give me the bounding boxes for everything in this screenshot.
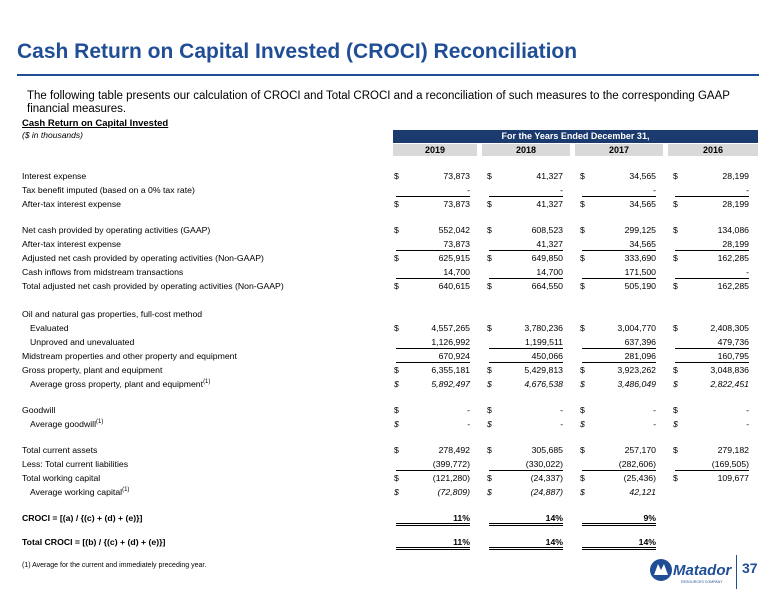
currency-symbol: $ xyxy=(394,171,399,181)
row-label xyxy=(30,336,134,348)
cell-value: 14% xyxy=(545,537,563,547)
cell-value: 14,700 xyxy=(536,267,563,277)
currency-symbol: $ xyxy=(580,419,585,429)
cell-value: 9% xyxy=(643,513,656,523)
cell-value: 73,873 xyxy=(443,171,470,181)
table-row xyxy=(0,266,776,278)
currency-symbol: $ xyxy=(394,487,399,497)
cell-value: 279,182 xyxy=(717,445,749,455)
logo-tagline: RESOURCES COMPANY xyxy=(681,580,723,584)
table-row xyxy=(0,458,776,470)
row-label-text: Average working capital xyxy=(30,487,123,497)
table-row xyxy=(0,308,776,320)
row-label xyxy=(30,418,103,430)
table-subtitle: ($ in thousands) xyxy=(22,130,83,140)
row-label-text: Less: Total current liabilities xyxy=(22,459,129,469)
total-double-rule xyxy=(582,523,656,526)
cell-value: 41,327 xyxy=(536,171,563,181)
cell-value: 664,550 xyxy=(531,281,563,291)
cell-value: 2,408,305 xyxy=(710,323,749,333)
table-row xyxy=(0,238,776,250)
cell-value: 670,924 xyxy=(438,351,470,361)
currency-symbol: $ xyxy=(673,365,678,375)
cell-value: 34,565 xyxy=(629,199,656,209)
cell-value: 4,676,538 xyxy=(524,379,563,389)
cell-value: - xyxy=(746,419,749,429)
total-double-rule xyxy=(582,547,656,550)
subtotal-rule xyxy=(396,278,470,279)
row-label xyxy=(22,238,121,250)
cell-value: 3,486,049 xyxy=(617,379,656,389)
cell-value: - xyxy=(467,405,470,415)
cell-value: 41,327 xyxy=(536,199,563,209)
cell-value: 640,615 xyxy=(438,281,470,291)
subtotal-rule xyxy=(675,250,749,251)
currency-symbol: $ xyxy=(580,199,585,209)
currency-symbol: $ xyxy=(394,281,399,291)
year-header-2019: 2019 xyxy=(393,144,477,156)
currency-symbol: $ xyxy=(580,281,585,291)
cell-value: 14% xyxy=(545,513,563,523)
cell-value: 162,285 xyxy=(717,253,749,263)
table-row xyxy=(0,252,776,264)
cell-value: 3,004,770 xyxy=(617,323,656,333)
currency-symbol: $ xyxy=(673,253,678,263)
year-header-2018: 2018 xyxy=(482,144,570,156)
cell-value: - xyxy=(467,185,470,195)
row-label-text: Total CROCI = [(b) / {(c) + (d) + (e)}] xyxy=(22,537,166,547)
row-label xyxy=(22,444,97,456)
row-label xyxy=(22,252,264,264)
row-label-text: Evaluated xyxy=(30,323,69,333)
page-title: Cash Return on Capital Invested (CROCI) Reconciliation xyxy=(17,40,578,63)
row-label-text: Average gross property, plant and equipment xyxy=(30,379,204,389)
period-header: For the Years Ended December 31, xyxy=(393,130,758,143)
cell-value: 6,355,181 xyxy=(431,365,470,375)
row-label-text: Total adjusted net cash provided by operating activities (Non-GAAP) xyxy=(22,281,284,291)
cell-value: 14,700 xyxy=(443,267,470,277)
cell-value: 505,190 xyxy=(624,281,656,291)
currency-symbol: $ xyxy=(580,323,585,333)
currency-symbol: $ xyxy=(673,281,678,291)
year-header-2016: 2016 xyxy=(668,144,758,156)
currency-symbol: $ xyxy=(673,323,678,333)
cell-value: 5,892,497 xyxy=(431,379,470,389)
cell-value: - xyxy=(653,419,656,429)
currency-symbol: $ xyxy=(673,445,678,455)
currency-symbol: $ xyxy=(394,473,399,483)
row-label xyxy=(22,224,210,236)
subtotal-rule xyxy=(489,362,563,363)
cell-value: 34,565 xyxy=(629,239,656,249)
currency-symbol: $ xyxy=(487,171,492,181)
cell-value: (169,505) xyxy=(711,459,749,469)
cell-value: 162,285 xyxy=(717,281,749,291)
currency-symbol: $ xyxy=(394,365,399,375)
currency-symbol: $ xyxy=(487,445,492,455)
row-label xyxy=(22,472,100,484)
row-label-text: CROCI = [(a) / {(c) + (d) + (e)}] xyxy=(22,513,143,523)
cell-value: (282,606) xyxy=(618,459,656,469)
subtotal-rule xyxy=(675,470,749,471)
cell-value: 28,199 xyxy=(722,239,749,249)
cell-value: 109,677 xyxy=(717,473,749,483)
cell-value: 3,780,236 xyxy=(524,323,563,333)
cell-value: 11% xyxy=(453,513,470,523)
table-row xyxy=(0,280,776,292)
currency-symbol: $ xyxy=(673,171,678,181)
table-row xyxy=(0,418,776,430)
currency-symbol: $ xyxy=(394,253,399,263)
row-label-text: Total current assets xyxy=(22,445,98,455)
currency-symbol: $ xyxy=(487,487,492,497)
row-label-text: Total working capital xyxy=(22,473,101,483)
page-number-rule xyxy=(736,555,737,589)
cell-value: - xyxy=(653,405,656,415)
row-label xyxy=(30,378,210,390)
currency-symbol: $ xyxy=(487,199,492,209)
currency-symbol: $ xyxy=(580,473,585,483)
cell-value: - xyxy=(560,405,563,415)
logo-text: Matador xyxy=(673,562,732,579)
subtotal-rule xyxy=(675,196,749,197)
currency-symbol: $ xyxy=(487,473,492,483)
cell-value: 42,121 xyxy=(629,487,656,497)
subtotal-rule xyxy=(489,348,563,349)
currency-symbol: $ xyxy=(580,379,585,389)
row-label xyxy=(22,170,86,182)
row-label-text: Interest expense xyxy=(22,171,87,181)
matador-logo xyxy=(650,555,734,587)
cell-value: 281,096 xyxy=(624,351,656,361)
row-label xyxy=(22,308,202,320)
subtotal-rule xyxy=(489,278,563,279)
row-label xyxy=(22,198,121,210)
table-row xyxy=(0,378,776,390)
subtotal-rule xyxy=(396,362,470,363)
cell-value: - xyxy=(746,267,749,277)
cell-value: (24,887) xyxy=(530,487,563,497)
currency-symbol: $ xyxy=(487,253,492,263)
footnote-marker: (1) xyxy=(122,487,130,494)
title-rule xyxy=(17,74,759,76)
row-label-text: Gross property, plant and equipment xyxy=(22,365,163,375)
total-double-rule xyxy=(489,523,563,526)
cell-value: 625,915 xyxy=(438,253,470,263)
cell-value: 5,429,813 xyxy=(524,365,563,375)
cell-value: 479,736 xyxy=(717,337,749,347)
row-label xyxy=(22,350,237,362)
cell-value: - xyxy=(653,185,656,195)
currency-symbol: $ xyxy=(673,379,678,389)
subtotal-rule xyxy=(489,250,563,251)
row-label-text: Net cash provided by operating activities (GAAP) xyxy=(22,225,211,235)
row-label-text: Oil and natural gas properties, full-cost method xyxy=(22,309,203,319)
currency-symbol: $ xyxy=(673,199,678,209)
cell-value: 608,523 xyxy=(531,225,563,235)
table-row xyxy=(0,404,776,416)
row-label-text: Adjusted net cash provided by operating activities (Non-GAAP) xyxy=(22,253,264,263)
currency-symbol: $ xyxy=(580,225,585,235)
subtotal-rule xyxy=(489,470,563,471)
currency-symbol: $ xyxy=(394,225,399,235)
currency-symbol: $ xyxy=(487,365,492,375)
currency-symbol: $ xyxy=(487,379,492,389)
cell-value: (24,337) xyxy=(530,473,563,483)
currency-symbol: $ xyxy=(673,419,678,429)
currency-symbol: $ xyxy=(580,445,585,455)
row-label xyxy=(22,404,55,416)
currency-symbol: $ xyxy=(673,225,678,235)
cell-value: 278,492 xyxy=(438,445,470,455)
row-label xyxy=(30,486,129,498)
cell-value: 3,048,836 xyxy=(710,365,749,375)
currency-symbol: $ xyxy=(580,405,585,415)
cell-value: 299,125 xyxy=(624,225,656,235)
cell-value: 2,822,451 xyxy=(710,379,749,389)
cell-value: 637,396 xyxy=(624,337,656,347)
row-label xyxy=(30,322,69,334)
total-double-rule xyxy=(396,547,470,550)
currency-symbol: $ xyxy=(487,419,492,429)
row-label xyxy=(22,364,162,376)
table-row xyxy=(0,444,776,456)
subtotal-rule xyxy=(582,278,656,279)
cell-value: 3,923,262 xyxy=(617,365,656,375)
total-double-rule xyxy=(489,547,563,550)
subtotal-rule xyxy=(675,362,749,363)
currency-symbol: $ xyxy=(394,419,399,429)
subtotal-rule xyxy=(396,348,470,349)
cell-value: 4,557,265 xyxy=(431,323,470,333)
currency-symbol: $ xyxy=(487,281,492,291)
subtotal-rule xyxy=(675,348,749,349)
cell-value: - xyxy=(746,185,749,195)
subtotal-rule xyxy=(582,348,656,349)
table-row xyxy=(0,512,776,524)
cell-value: 41,327 xyxy=(536,239,563,249)
currency-symbol: $ xyxy=(580,171,585,181)
currency-symbol: $ xyxy=(394,405,399,415)
table-row xyxy=(0,224,776,236)
currency-symbol: $ xyxy=(394,323,399,333)
table-row xyxy=(0,486,776,498)
table-row xyxy=(0,536,776,548)
cell-value: 160,795 xyxy=(717,351,749,361)
subtotal-rule xyxy=(396,250,470,251)
cell-value: 1,199,511 xyxy=(524,337,563,347)
currency-symbol: $ xyxy=(673,473,678,483)
cell-value: (25,436) xyxy=(623,473,656,483)
cell-value: 28,199 xyxy=(722,171,749,181)
table-row xyxy=(0,184,776,196)
table-row xyxy=(0,170,776,182)
footnote-marker: (1) xyxy=(96,419,104,426)
subtotal-rule xyxy=(582,250,656,251)
currency-symbol: $ xyxy=(673,405,678,415)
row-label-text: Cash inflows from midstream transactions xyxy=(22,267,184,277)
subtotal-rule xyxy=(489,196,563,197)
row-label-text: Tax benefit imputed (based on a 0% tax rate) xyxy=(22,185,195,195)
currency-symbol: $ xyxy=(580,365,585,375)
subtotal-rule xyxy=(582,196,656,197)
currency-symbol: $ xyxy=(394,445,399,455)
currency-symbol: $ xyxy=(394,199,399,209)
subtotal-rule xyxy=(582,470,656,471)
cell-value: - xyxy=(560,419,563,429)
subtotal-rule xyxy=(396,196,470,197)
cell-value: 450,066 xyxy=(531,351,563,361)
table-title: Cash Return on Capital Invested xyxy=(22,118,169,129)
currency-symbol: $ xyxy=(487,323,492,333)
table-row xyxy=(0,350,776,362)
cell-value: - xyxy=(746,405,749,415)
row-label-text: After-tax interest expense xyxy=(22,199,121,209)
cell-value: (330,022) xyxy=(525,459,563,469)
year-header-2017: 2017 xyxy=(575,144,663,156)
row-label-text: Goodwill xyxy=(22,405,56,415)
footnote-marker: (1) xyxy=(203,379,211,386)
currency-symbol: $ xyxy=(580,487,585,497)
cell-value: (399,772) xyxy=(432,459,470,469)
row-label-text: Midstream properties and other property and equipment xyxy=(22,351,237,361)
table-row xyxy=(0,322,776,334)
row-label-text: Unproved and unevaluated xyxy=(30,337,135,347)
row-label-text: After-tax interest expense xyxy=(22,239,121,249)
cell-value: 1,126,992 xyxy=(431,337,470,347)
cell-value: 333,690 xyxy=(624,253,656,263)
cell-value: 649,850 xyxy=(531,253,563,263)
subtotal-rule xyxy=(675,278,749,279)
cell-value: 257,170 xyxy=(624,445,656,455)
cell-value: 28,199 xyxy=(722,199,749,209)
row-label xyxy=(22,512,142,524)
cell-value: - xyxy=(560,185,563,195)
row-label xyxy=(22,280,284,292)
cell-value: 171,500 xyxy=(624,267,656,277)
cell-value: 14% xyxy=(638,537,656,547)
page-number: 37 xyxy=(742,560,758,576)
cell-value: 305,685 xyxy=(531,445,563,455)
cell-value: 73,873 xyxy=(443,199,470,209)
table-row xyxy=(0,472,776,484)
row-label xyxy=(22,184,195,196)
currency-symbol: $ xyxy=(394,379,399,389)
currency-symbol: $ xyxy=(580,253,585,263)
cell-value: 73,873 xyxy=(443,239,470,249)
cell-value: (72,809) xyxy=(437,487,470,497)
row-label-text: Average goodwill xyxy=(30,419,97,429)
footnote: (1) Average for the current and immediately preceding year. xyxy=(22,562,207,569)
subtotal-rule xyxy=(582,362,656,363)
cell-value: - xyxy=(467,419,470,429)
table-row xyxy=(0,364,776,376)
cell-value: (121,280) xyxy=(432,473,470,483)
total-double-rule xyxy=(396,523,470,526)
table-row xyxy=(0,198,776,210)
cell-value: 552,042 xyxy=(438,225,470,235)
cell-value: 11% xyxy=(453,537,470,547)
currency-symbol: $ xyxy=(487,405,492,415)
subtotal-rule xyxy=(396,470,470,471)
cell-value: 34,565 xyxy=(629,171,656,181)
table-row xyxy=(0,336,776,348)
currency-symbol: $ xyxy=(487,225,492,235)
row-label xyxy=(22,266,183,278)
row-label xyxy=(22,536,165,548)
row-label xyxy=(22,458,128,470)
intro-text: The following table presents our calculation of CROCI and Total CROCI and a reconciliation of such measures to the corresponding GAAP financial measures. xyxy=(27,90,730,115)
cell-value: 134,086 xyxy=(717,225,749,235)
